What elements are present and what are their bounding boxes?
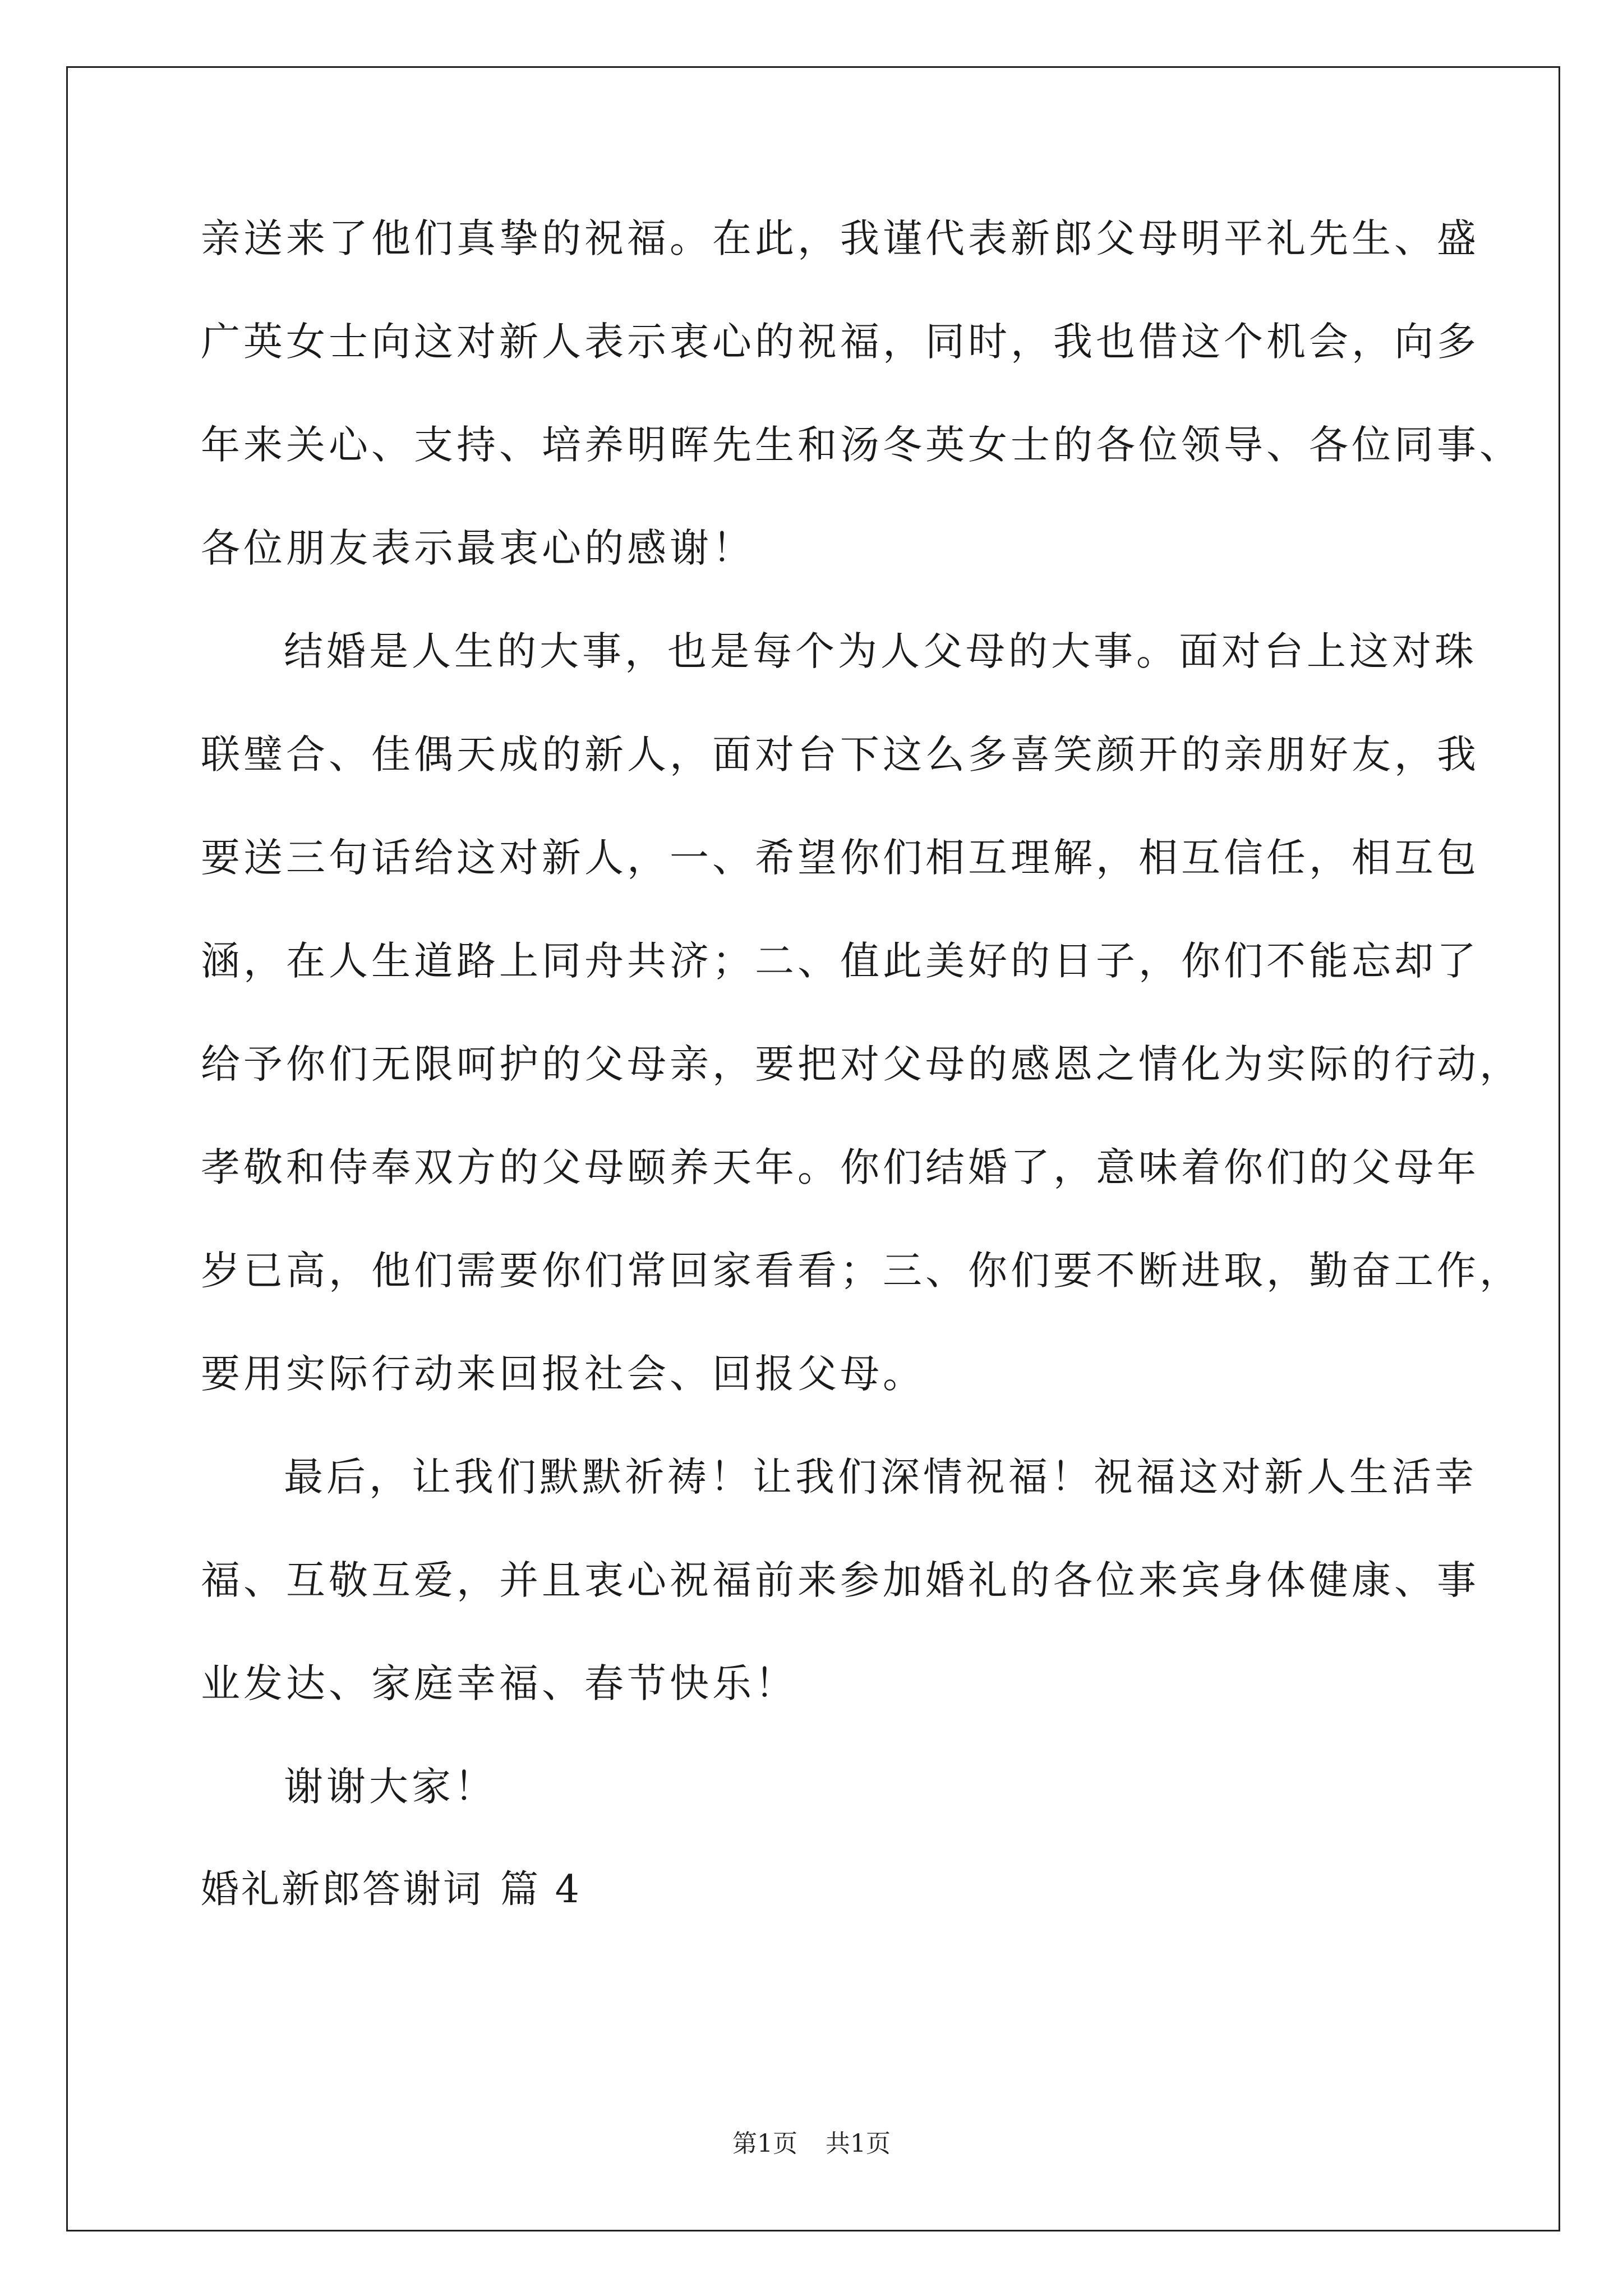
- page-footer: [0, 2127, 1623, 2161]
- paragraph-line: 结婚是人生的大事，也是每个为人父母的大事。面对台上这对珠: [284, 628, 1477, 674]
- paragraph-line: 年来关心、支持、培养明晖先生和汤冬英女士的各位领导、各位同事、: [201, 422, 1522, 468]
- paragraph-line: 各位朋友表示最衷心的感谢！: [201, 525, 755, 571]
- paragraph-line: 给予你们无限呵护的父母亲，要把对父母的感恩之情化为实际的行动，: [201, 1041, 1522, 1087]
- paragraph-line: 谢谢大家！: [284, 1764, 497, 1810]
- document-body: [201, 208, 1522, 1962]
- section-title: 婚礼新郎答谢词: [201, 1867, 484, 1912]
- section-number: 篇 4: [500, 1867, 582, 1912]
- paragraph-line: 亲送来了他们真挚的祝福。在此，我谨代表新郎父母明平礼先生、盛: [201, 215, 1479, 261]
- paragraph-line: 福、互敬互爱，并且衷心祝福前来参加婚礼的各位来宾身体健康、事: [201, 1557, 1479, 1603]
- paragraph-line: 要用实际行动来回报社会、回报父母。: [201, 1351, 925, 1397]
- paragraph-line: 业发达、家庭幸福、春节快乐！: [201, 1660, 797, 1706]
- paragraph-line: 要送三句话给这对新人，一、希望你们相互理解，相互信任，相互包: [201, 835, 1479, 881]
- section-heading: [201, 1859, 1485, 1921]
- paragraph-line: 岁已高，他们需要你们常回家看看；三、你们要不断进取，勤奋工作，: [201, 1248, 1522, 1294]
- page-total: 共1页: [826, 2129, 891, 2158]
- paragraph-line: 广英女士向这对新人表示衷心的祝福，同时，我也借这个机会，向多: [201, 319, 1479, 365]
- page-current: 第1页: [732, 2129, 797, 2158]
- paragraph-line: 涵，在人生道路上同舟共济；二、值此美好的日子，你们不能忘却了: [201, 938, 1479, 984]
- paragraph-line: 联璧合、佳偶天成的新人，面对台下这么多喜笑颜开的亲朋好友，我: [201, 731, 1479, 777]
- paragraph-line: 最后，让我们默默祈祷！让我们深情祝福！祝福这对新人生活幸: [284, 1454, 1477, 1500]
- paragraph-line: 孝敬和侍奉双方的父母颐养天年。你们结婚了，意味着你们的父母年: [201, 1144, 1479, 1190]
